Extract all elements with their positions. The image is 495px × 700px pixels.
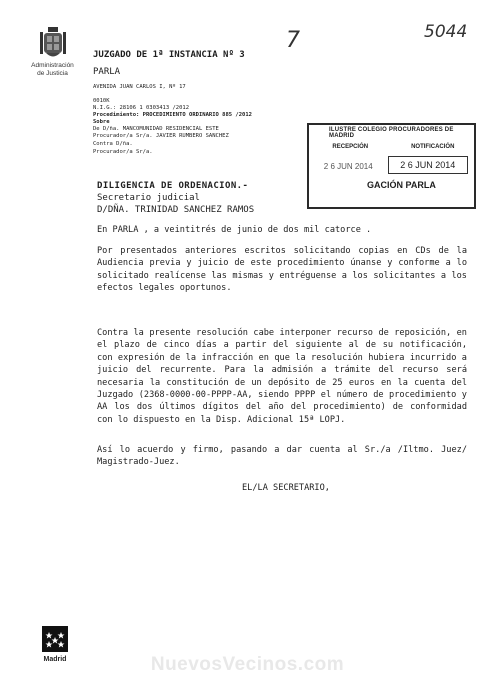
secretary-role: Secretario judicial: [97, 193, 200, 203]
case-nig: N.I.G.: 28106 1 0303413 /2012: [93, 105, 190, 111]
org-line1: Administración: [31, 62, 74, 69]
signature-line: EL/LA SECRETARIO,: [242, 483, 330, 493]
court-city: PARLA: [93, 67, 121, 77]
stamp-footer: GACIÓN PARLA: [367, 180, 436, 190]
madrid-stars-icon: [42, 626, 68, 652]
coat-of-arms-icon: [38, 26, 68, 60]
case-subject: Sobre: [93, 119, 110, 125]
handwritten-code: 5044: [424, 22, 468, 42]
stamp-col-reception: RECEPCIÓN: [332, 144, 369, 150]
case-attorney: Procurador/a Sr/a. JAVIER RUMBERO SANCHEZ: [93, 133, 229, 139]
closing-paragraph: Así lo acuerdo y firmo, pasando a dar cuenta al Sr./a /Iltmo. Juez/ Magistrado-Juez.: [97, 445, 467, 468]
case-code: 0010K: [93, 98, 110, 104]
secretary-name: D/DÑA. TRINIDAD SANCHEZ RAMOS: [97, 205, 255, 215]
diligencia-title: DILIGENCIA DE ORDENACION.-: [97, 181, 249, 191]
date-paragraph: En PARLA , a veintitrés de junio de dos mil catorce .: [97, 225, 372, 235]
case-party: De D/ña. MANCOMUNIDAD RESIDENCIAL ESTE: [93, 126, 219, 132]
handwritten-number: 7: [286, 28, 300, 53]
justice-logo: [30, 26, 75, 78]
court-name: JUZGADO DE 1ª INSTANCIA Nº 3: [93, 50, 245, 60]
org-line2: de Justicia: [37, 70, 68, 77]
case-attorney2: Procurador/a Sr/a.: [93, 149, 153, 155]
case-against: Contra D/ña.: [93, 141, 133, 147]
court-address: AVENIDA JUAN CARLOS I, Nº 17: [93, 84, 186, 90]
reception-stamp: [307, 123, 476, 209]
watermark: NuevosVecinos.com: [150, 654, 345, 675]
madrid-label: Madrid: [43, 656, 67, 663]
diligencia-block: [97, 180, 254, 216]
resolution-paragraph: Por presentados anteriores escritos solicitando copias en CDs de la Audiencia previa y juicio de este procedimiento únanse y conforme a lo solicitado realícense las mismas y entréguense a los solicitantes a los efectos legales oportunos.: [97, 246, 467, 294]
case-procedure: Procedimiento: PROCEDIMIENTO ORDINARIO 885 /2012: [93, 112, 252, 118]
appeal-paragraph: Contra la presente resolución cabe interponer recurso de reposición, en el plazo de cinco días a partir del siguiente al de su notificación, con expresión de la infracción en que la resolución hubiera incurrido a juicio del recurrente. Para la admisión a trámite del recurso será necesaria la constitución de un depósito de 25 euros en la cuenta del Juzgado (2368-0000-00-PPPP-AA, siendo PPPP el número de procedimiento y AA los dos últimos dígitos del año del procedimiento) de conformidad con lo dispuesto en la Disp. Adicional 15ª LOPJ.: [97, 328, 467, 425]
stamp-header: ILUSTRE COLEGIO PROCURADORES DE MADRID: [329, 127, 454, 139]
stamp-date-reception: 2 6 JUN 2014: [323, 162, 373, 171]
stamp-date-notification: 2 6 JUN 2014: [388, 156, 469, 174]
stamp-col-notification: NOTIFICACIÓN: [411, 144, 455, 150]
